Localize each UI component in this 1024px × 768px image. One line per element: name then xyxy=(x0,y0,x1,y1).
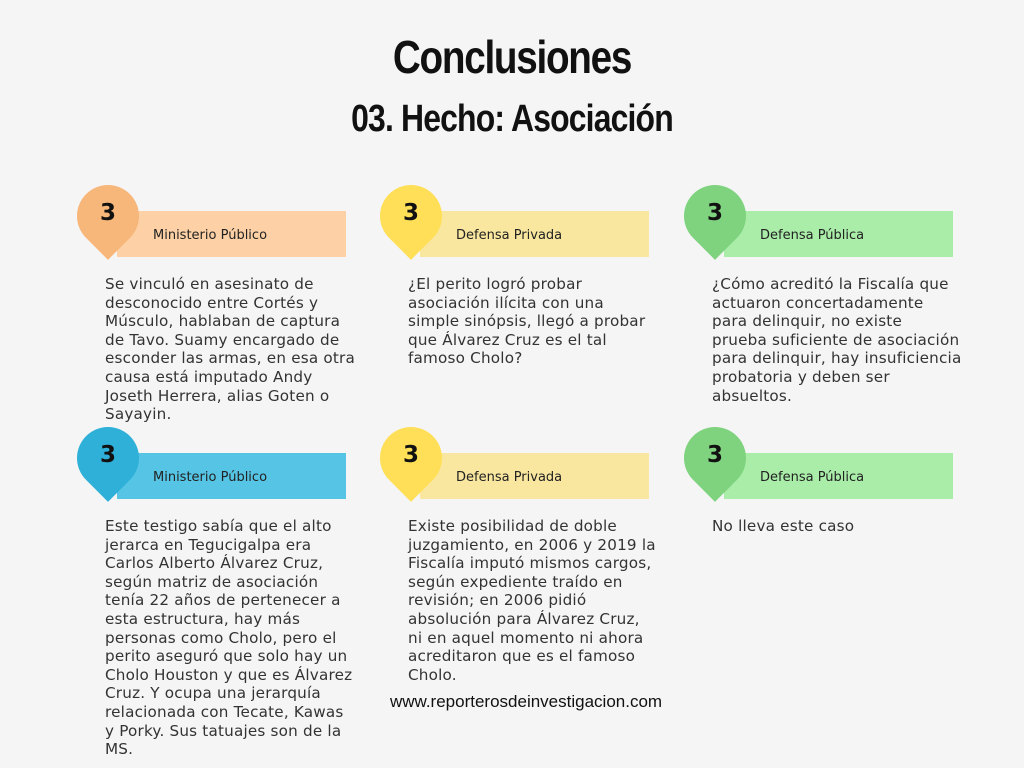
card-number: 3 xyxy=(706,200,723,226)
card-text: Este testigo sabía que el alto jerarca en Tegucigalpa era Carlos Alberto Álvarez Cruz, según matriz de asociación tenía 22 años de pertenecer a esta estructura, hay más personas como Cholo, pero el perito aseguró que solo hay un Cholo Houston y que es Álvarez Cruz. Y ocupa una jerarquía relacionada con Tecate, Kawas y Porky. Sus tatuajes son de la MS. xyxy=(105,517,353,759)
card-label: Defensa Privada xyxy=(456,228,563,243)
card-number: 3 xyxy=(99,442,116,468)
card-label: Ministerio Público xyxy=(153,470,268,485)
card-number: 3 xyxy=(706,442,723,468)
card-number: 3 xyxy=(99,200,116,226)
card-label: Defensa Privada xyxy=(456,470,563,485)
card-text: ¿Cómo acreditó la Fiscalía que actuaron concertadamente para delinquir, no existe prueba suficiente de asociación para delinquir, hay insuficiencia probatoria y deben ser absueltos. xyxy=(712,275,962,405)
footer-url: www.reporterosdeinvestigacion.com xyxy=(389,692,663,711)
card-text: No lleva este caso xyxy=(712,517,855,535)
card-number: 3 xyxy=(402,442,419,468)
card-label: Ministerio Público xyxy=(153,228,268,243)
page-subtitle: 03. Hecho: Asociación xyxy=(351,98,673,140)
card-number: 3 xyxy=(402,200,419,226)
card-text: Se vinculó en asesinato de desconocido entre Cortés y Músculo, hablaban de captura de Tavo. Suamy encargado de esconder las armas, en esa otra causa está imputado Andy Joseth Herrera, alias Goten o Sayayin. xyxy=(105,275,355,424)
card-text: Existe posibilidad de doble juzgamiento, en 2006 y 2019 la Fiscalía imputó mismos cargos, según expediente traído en revisión; en 2006 pidió absolución para Álvarez Cruz, ni en aquel momento ni ahora acreditaron que es el famoso Cholo. xyxy=(408,517,656,684)
card-label: Defensa Pública xyxy=(760,470,865,485)
page-title: Conclusiones xyxy=(392,31,632,83)
card-label: Defensa Pública xyxy=(760,228,865,243)
card-text: ¿El perito logró probar asociación ilícita con una simple sinópsis, llegó a probar que Álvarez Cruz es el tal famoso Cholo? xyxy=(408,275,646,368)
